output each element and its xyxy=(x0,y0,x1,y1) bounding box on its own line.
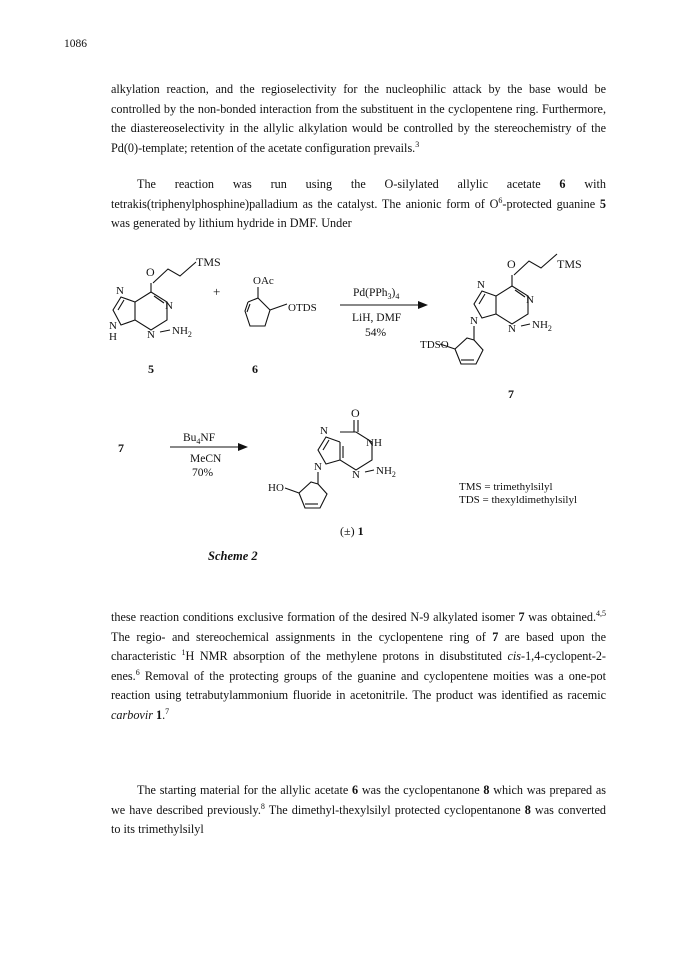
svg-text:N: N xyxy=(109,320,117,332)
svg-text:N: N xyxy=(320,425,328,437)
svg-text:OAc: OAc xyxy=(253,275,274,287)
paragraph-3: these reaction conditions exclusive formation of the desired N-9 alkylated isomer 7 was obtained.$^{4,5}$ The regio- and stereochemical assignments in the cyclopentene ring of 7 are based upon the characteristic $^1$H NMR absorption of the methylene protons in disubstituted cis-1,4-cyclopent-2-enes.$^6$ Removal of the protecting groups of the guanine and cyclopentene moities was a one-pot reaction using tetrabutylammonium fluoride in acetonitrile. The product was identified as racemic carbovir 1.$^7$ xyxy=(111,608,606,722)
svg-text:LiH, DMF: LiH, DMF xyxy=(352,312,402,324)
svg-text:N: N xyxy=(165,300,173,312)
carbovir-structure xyxy=(268,406,396,538)
svg-text:NH2: $NH_2$ xyxy=(532,319,552,333)
svg-text:NH2: $NH_2$ xyxy=(172,325,192,339)
svg-text:NH: NH xyxy=(366,437,382,449)
svg-text:O: O xyxy=(507,257,516,271)
svg-text:N: N xyxy=(314,461,322,473)
scheme-caption: Scheme 2 xyxy=(208,549,258,563)
page-number: 1086 xyxy=(64,38,87,50)
svg-text:TDSO: TDSO xyxy=(420,339,449,351)
paragraph-4: The starting material for the allylic acetate 6 was the cyclopentanone 8 which was prepared as we have described previously.$^8$ The dimethyl-thexylsilyl protected cyclopentanone 8 was converted to its trimethylsilyl xyxy=(111,783,606,837)
svg-text:H: H xyxy=(109,331,117,343)
svg-text:N: N xyxy=(147,329,155,341)
svg-text:N: N xyxy=(526,294,534,306)
legend-tds: TDS = thexyldimethylsilyl xyxy=(459,494,578,506)
compound-6-label: 6 xyxy=(252,362,258,376)
svg-text:N: N xyxy=(470,315,478,327)
carbovir-label: (±) 1 xyxy=(340,524,364,538)
legend-tms: TMS = trimethylsilyl xyxy=(459,481,553,493)
paragraph-2: The reaction was run using the O-silylated allylic acetate 6 with tetrakis(triphenylphosphine)palladium as the catalyst. The anionic form of $O^6$-protected guanine 5 was generated by lithium hydride in DMF. Under xyxy=(111,177,607,231)
c5-o-label: O xyxy=(146,265,155,279)
plus-sign: + xyxy=(213,284,221,299)
compound-5-label: 5 xyxy=(148,362,154,376)
svg-text:N: N xyxy=(352,469,360,481)
compound-5-structure xyxy=(109,255,221,376)
svg-text:TMS: TMS xyxy=(557,257,582,271)
svg-text:70%: 70% xyxy=(192,467,214,479)
svg-text:N: N xyxy=(508,323,516,335)
reaction-arrow-1 xyxy=(340,287,428,339)
compound-7-label: 7 xyxy=(508,387,514,401)
paragraph-1: alkylation reaction, and the regioselectivity for the nucleophilic attack by the base would be controlled by the non-bonded interaction from the substituent in the cyclopentene ring. Furthermore, the diastereoselectivity in the allylic alkylation would be controlled by the stereochemistry of the Pd(0)-template; retention of the acetate configuration prevails.$^3$ xyxy=(111,82,606,155)
svg-text:54%: 54% xyxy=(365,327,387,339)
compound-6-structure xyxy=(245,275,317,376)
svg-text:Bu4NF: $Bu_4NF$ xyxy=(183,432,216,446)
svg-text:Pd(PPh3)4: $Pd(PPh_3)_4$ xyxy=(353,287,400,301)
compound-7-structure xyxy=(420,254,582,401)
reaction-arrow-2 xyxy=(170,432,248,479)
c5-tms-label: TMS xyxy=(196,255,221,269)
svg-text:OTDS: OTDS xyxy=(288,302,317,314)
svg-text:N: N xyxy=(477,279,485,291)
svg-text:MeCN: MeCN xyxy=(190,453,222,465)
svg-text:O: O xyxy=(351,406,360,420)
svg-text:N: N xyxy=(116,285,124,297)
svg-text:HO: HO xyxy=(268,482,284,494)
compound-7-label-row2: 7 xyxy=(118,441,124,455)
svg-text:NH2: $NH_2$ xyxy=(376,465,396,479)
